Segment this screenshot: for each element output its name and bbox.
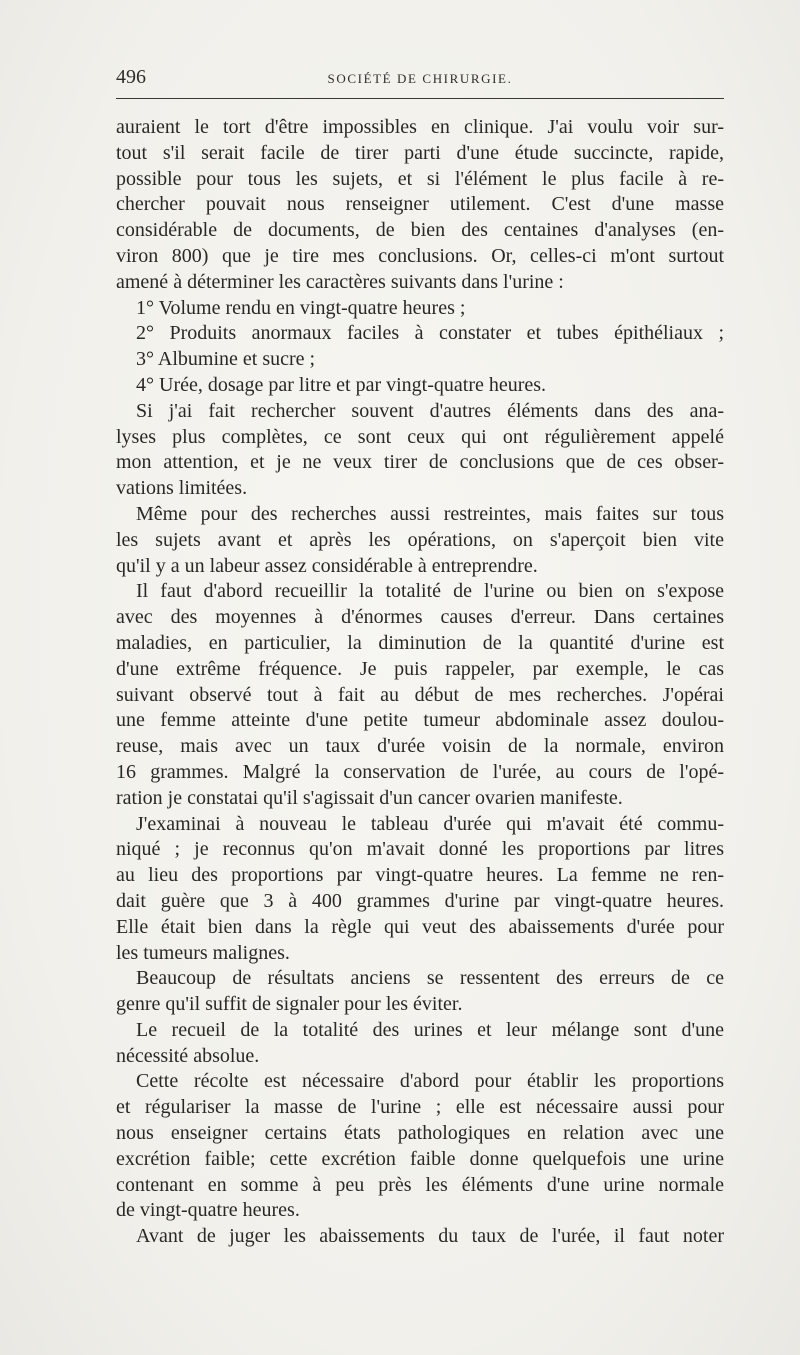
text-line: viron 800) que je tire mes conclusions. Or, celles-ci m'ont surtout	[116, 244, 724, 267]
page-header	[116, 66, 724, 92]
text-line: avec des moyennes à d'énormes causes d'erreur. Dans certaines	[116, 606, 724, 629]
text-line: une femme atteinte d'une petite tumeur abdominale assez doulou-	[116, 709, 724, 732]
text-line: 3° Albumine et sucre ;	[136, 348, 316, 371]
text-line: tout s'il serait facile de tirer parti d'une étude succincte, rapide,	[116, 141, 724, 164]
text-line: lyses plus complètes, ce sont ceux qui ont régulièrement appelé	[116, 425, 724, 448]
page-number: 496	[116, 66, 146, 88]
text-line: Cette récolte est nécessaire d'abord pour établir les proportions	[136, 1070, 724, 1093]
text-line: Le recueil de la totalité des urines et leur mélange sont d'une	[136, 1018, 724, 1041]
text-line: maladies, en particulier, la diminution de la quantité d'urine est	[116, 631, 724, 654]
text-line: mon attention, et je ne veux tirer de conclusions que de ces obser-	[116, 451, 724, 474]
body-text	[116, 115, 724, 1250]
text-line: J'examinai à nouveau le tableau d'urée qui m'avait été commu-	[136, 812, 724, 835]
text-line: auraient le tort d'être impossibles en clinique. J'ai voulu voir sur-	[116, 116, 724, 138]
text-line: 16 grammes. Malgré la conservation de l'urée, au cours de l'opé-	[116, 760, 724, 783]
text-line: possible pour tous les sujets, et si l'élément le plus facile à re-	[116, 167, 724, 190]
text-line: Avant de juger les abaissements du taux de l'urée, il faut noter	[136, 1225, 724, 1248]
text-line: 4° Urée, dosage par litre et par vingt-quatre heures.	[136, 373, 547, 396]
text-line: genre qu'il suffit de signaler pour les éviter.	[116, 993, 463, 1016]
text-line: de vingt-quatre heures.	[116, 1199, 300, 1222]
text-line: d'une extrême fréquence. Je puis rappeler, par exemple, le cas	[116, 657, 724, 680]
text-line: nécessité absolue.	[116, 1044, 260, 1067]
text-line: chercher pouvait nous renseigner utilement. C'est d'une masse	[116, 193, 724, 216]
header-rule	[116, 98, 724, 99]
text-line: nous enseigner certains états pathologiques en relation avec une	[116, 1122, 724, 1145]
text-line: et régulariser la masse de l'urine ; elle est nécessaire aussi pour	[116, 1096, 724, 1119]
text-line: 2° Produits anormaux faciles à constater et tubes épithéliaux ;	[136, 322, 724, 345]
text-line: Il faut d'abord recueillir la totalité de l'urine ou bien on s'expose	[136, 580, 724, 603]
text-line: reuse, mais avec un taux d'urée voisin de la normale, environ	[116, 735, 724, 758]
text-line: excrétion faible; cette excrétion faible donne quelquefois une urine	[116, 1147, 724, 1170]
text-line: vations limitées.	[116, 477, 248, 500]
text-line: dait guère que 3 à 400 grammes d'urine par vingt-quatre heures.	[116, 889, 724, 912]
text-line: les tumeurs malignes.	[116, 941, 290, 964]
text-line: contenant en somme à peu près les éléments d'une urine normale	[116, 1173, 724, 1196]
text-line: Beaucoup de résultats anciens se ressentent des erreurs de ce	[136, 967, 724, 990]
text-line: qu'il y a un labeur assez considérable à entreprendre.	[116, 554, 538, 577]
text-line: les sujets avant et après les opérations, on s'aperçoit bien vite	[116, 528, 724, 551]
running-title: SOCIÉTÉ DE CHIRURGIE.	[327, 71, 513, 86]
text-line: amené à déterminer les caractères suivants dans l'urine :	[116, 270, 564, 293]
text-line: Si j'ai fait rechercher souvent d'autres éléments dans des ana-	[136, 399, 724, 422]
text-line: au lieu des proportions par vingt-quatre heures. La femme ne ren-	[116, 864, 724, 887]
text-line: ration je constatai qu'il s'agissait d'un cancer ovarien manifeste.	[116, 786, 623, 809]
text-line: considérable de documents, de bien des centaines d'analyses (en-	[116, 219, 724, 242]
text-line: Même pour des recherches aussi restreintes, mais faites sur tous	[136, 502, 724, 525]
text-line: suivant observé tout à fait au début de mes recherches. J'opérai	[116, 683, 724, 706]
text-line: Elle était bien dans la règle qui veut des abaissements d'urée pour	[116, 915, 724, 938]
text-line: 1° Volume rendu en vingt-quatre heures ;	[136, 296, 466, 319]
text-line: niqué ; je reconnus qu'on m'avait donné les proportions par litres	[116, 838, 724, 861]
